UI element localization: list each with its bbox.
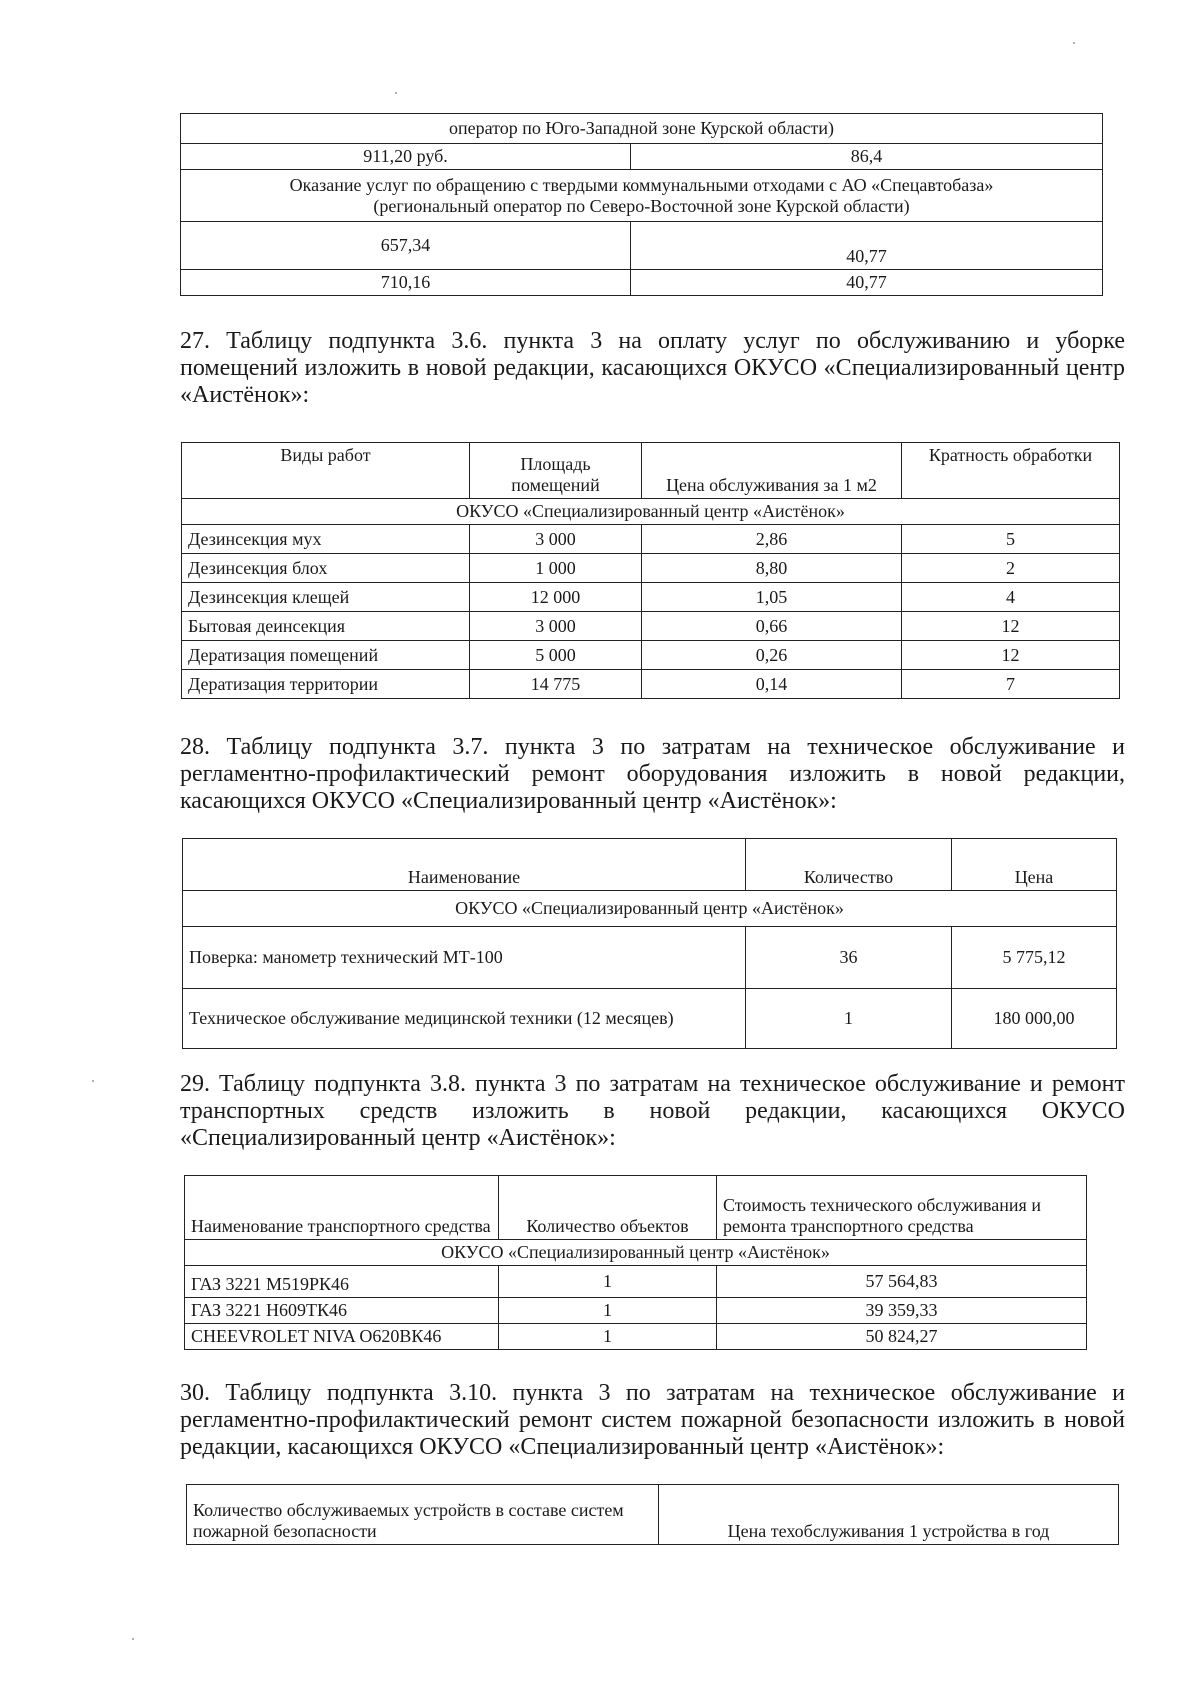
col-header-quantity: Количество: [746, 839, 952, 891]
waste-volume-1: 86,4: [631, 144, 1103, 170]
area: 5 000: [470, 641, 642, 670]
item-price: 5 775,12: [952, 927, 1117, 989]
vehicle-cost: 50 824,27: [717, 1324, 1087, 1350]
table-row: [182, 612, 1120, 641]
vehicle-name: ГАЗ 3221 Н609ТК46: [185, 1298, 499, 1324]
work-type: Дезинсекция мух: [182, 525, 470, 554]
paragraph-30: 30. Таблицу подпункта 3.10. пункта 3 по затратам на техническое обслуживание и регламентно-профилактический ремонт систем пожарной безопасности изложить в новой редакции, касающихся ОКУСО «Специализированный центр «Аистёнок»:: [180, 1380, 1125, 1460]
work-type: Дезинсекция блох: [182, 554, 470, 583]
col-header-work-type: Виды работ: [182, 443, 470, 499]
frequency: 2: [902, 554, 1120, 583]
waste-operator-cont: оператор по Юго-Западной зоне Курской области): [181, 114, 1103, 144]
paragraph-29: 29. Таблицу подпункта 3.8. пункта 3 по затратам на техническое обслуживание и ремонт транспортных средств изложить в новой редакции, касающихся ОКУСО «Специализированный центр «Аистёнок»:: [180, 1071, 1125, 1151]
price: 0,66: [642, 612, 902, 641]
scan-speck: [395, 92, 397, 94]
waste-volume-2: 40,77: [631, 222, 1103, 270]
waste-price-3: 710,16: [181, 270, 631, 296]
col-header-object-count: Количество объектов: [499, 1176, 717, 1240]
area: 1 000: [470, 554, 642, 583]
col-header-device-count: Количество обслуживаемых устройств в составе систем пожарной безопасности: [187, 1485, 659, 1545]
work-type: Дератизация территории: [182, 670, 470, 699]
table-row: [182, 641, 1120, 670]
vehicle-count: 1: [499, 1266, 717, 1298]
table-3-7: [182, 838, 1117, 1049]
item-quantity: 36: [746, 927, 952, 989]
table-3-10: [186, 1484, 1119, 1545]
table-row: [183, 989, 1117, 1049]
col-header-name: Наименование: [183, 839, 746, 891]
price: 1,05: [642, 583, 902, 612]
frequency: 12: [902, 612, 1120, 641]
item-quantity: 1: [746, 989, 952, 1049]
table-row: [185, 1324, 1087, 1350]
waste-price-2: 657,34: [181, 222, 631, 270]
paragraph-28: 28. Таблицу подпункта 3.7. пункта 3 по затратам на техническое обслуживание и регламентно-профилактический ремонт оборудования изложить в новой редакции, касающихся ОКУСО «Специализированный центр «Аистёнок»:: [180, 734, 1125, 814]
vehicle-count: 1: [499, 1298, 717, 1324]
price: 8,80: [642, 554, 902, 583]
area: 14 775: [470, 670, 642, 699]
table-3-6: [181, 442, 1120, 699]
frequency: 5: [902, 525, 1120, 554]
org-row: ОКУСО «Специализированный центр «Аистёнок»: [183, 891, 1117, 927]
col-header-area: Площадь помещений: [470, 443, 642, 499]
work-type: Бытовая деинсекция: [182, 612, 470, 641]
area: 3 000: [470, 612, 642, 641]
col-header-service-cost: Стоимость технического обслуживания и ремонта транспортного средства: [717, 1176, 1087, 1240]
waste-volume-3: 40,77: [631, 270, 1103, 296]
frequency: 4: [902, 583, 1120, 612]
area: 12 000: [470, 583, 642, 612]
vehicle-name: CHEEVROLET NIVA О620ВК46: [185, 1324, 499, 1350]
item-price: 180 000,00: [952, 989, 1117, 1049]
col-header-price: Цена: [952, 839, 1117, 891]
paragraph-27: 27. Таблицу подпункта 3.6. пункта 3 на оплату услуг по обслуживанию и уборке помещений изложить в новой редакции, касающихся ОКУСО «Специализированный центр «Аистёнок»:: [180, 328, 1125, 408]
col-header-vehicle: Наименование транспортного средства: [185, 1176, 499, 1240]
table-row: [182, 525, 1120, 554]
item-name: Поверка: манометр технический МТ-100: [183, 927, 746, 989]
vehicle-cost: 39 359,33: [717, 1298, 1087, 1324]
table-row: [185, 1266, 1087, 1298]
area: 3 000: [470, 525, 642, 554]
work-type: Дезинсекция клещей: [182, 583, 470, 612]
scan-speck: [92, 1080, 94, 1082]
org-row: ОКУСО «Специализированный центр «Аистёнок»: [185, 1240, 1087, 1266]
price: 2,86: [642, 525, 902, 554]
price: 0,14: [642, 670, 902, 699]
col-header-device-price: Цена техобслуживания 1 устройства в год: [659, 1485, 1119, 1545]
vehicle-name: ГАЗ 3221 М519РК46: [185, 1266, 499, 1298]
vehicle-cost: 57 564,83: [717, 1266, 1087, 1298]
org-row: ОКУСО «Специализированный центр «Аистёнок»: [182, 499, 1120, 525]
work-type: Дератизация помещений: [182, 641, 470, 670]
scan-speck: [1073, 42, 1075, 44]
table-row: [182, 583, 1120, 612]
waste-services-table: [180, 113, 1103, 296]
price: 0,26: [642, 641, 902, 670]
col-header-frequency: Кратность обработки: [902, 443, 1120, 499]
table-3-8: [184, 1175, 1087, 1350]
frequency: 7: [902, 670, 1120, 699]
table-row: [183, 927, 1117, 989]
frequency: 12: [902, 641, 1120, 670]
scan-speck: [132, 1638, 134, 1640]
table-row: [185, 1298, 1087, 1324]
col-header-price-per-m2: Цена обслуживания за 1 м2: [642, 443, 902, 499]
item-name: Техническое обслуживание медицинской техники (12 месяцев): [183, 989, 746, 1049]
waste-price-1: 911,20 руб.: [181, 144, 631, 170]
table-row: [182, 670, 1120, 699]
waste-service-header: Оказание услуг по обращению с твердыми коммунальными отходами с АО «Спецавтобаза» (региональный оператор по Северо-Восточной зоне Курской области): [181, 170, 1103, 222]
table-row: [182, 554, 1120, 583]
vehicle-count: 1: [499, 1324, 717, 1350]
